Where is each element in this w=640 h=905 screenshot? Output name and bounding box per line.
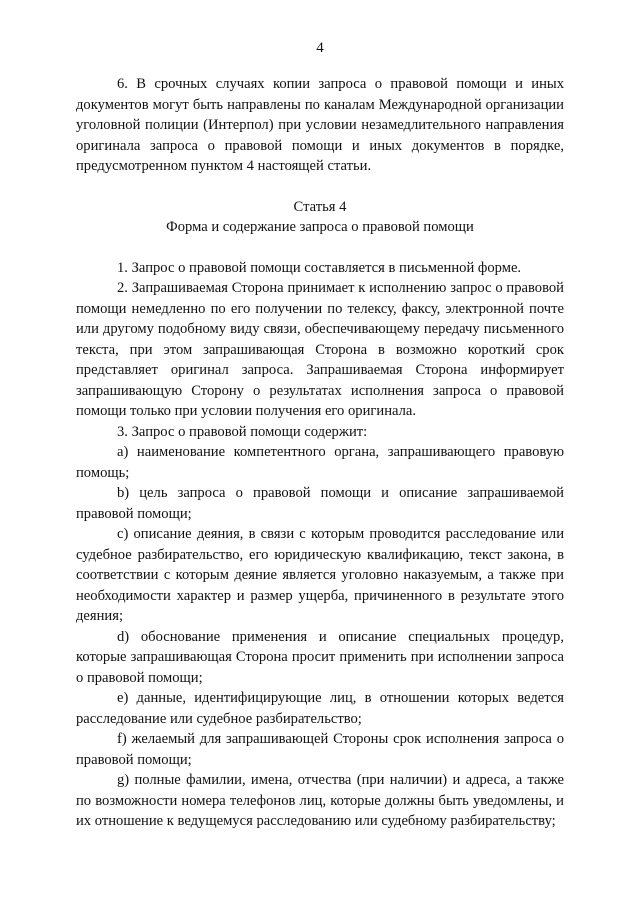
- document-body: [76, 74, 564, 832]
- paragraph-3: 3. Запрос о правовой помощи содержит:: [117, 423, 368, 440]
- paragraph-6: 6. В срочных случаях копии запроса о правовой помощи и иных документов могут быть направлены по каналам Международной организации уголовной полиции (Интерпол) при условии незамедлительного направления оригинала запроса о правовой помощи и иных документов в порядке, предусмотренном пунктом 4 настоящей статьи.: [76, 76, 564, 174]
- page-number: 4: [316, 40, 324, 56]
- item-g: g) полные фамилии, имена, отчества (при наличии) и адреса, а также по возможности номера телефонов лиц, которые должны быть уведомлены, и их отношение к ведущемуся расследованию или судебному разбирательству;: [76, 772, 564, 829]
- item-a: a) наименование компетентного органа, запрашивающего правовую помощь;: [76, 444, 564, 481]
- article-number: Статья 4: [293, 198, 347, 215]
- item-b: b) цель запроса о правовой помощи и описание запрашиваемой правовой помощи;: [76, 485, 564, 522]
- item-e: e) данные, идентифицирующие лиц, в отношении которых ведется расследование или судебное разбирательство;: [76, 690, 564, 727]
- item-c: c) описание деяния, в связи с которым проводится расследование или судебное разбирательство, его юридическую квалификацию, текст закона, в соответствии с которым деяние является уголовно наказуемым, а также при необходимости характер и размер ущерба, причиненного в результате этого деяния;: [76, 526, 564, 624]
- item-f: f) желаемый для запрашивающей Стороны срок исполнения запроса о правовой помощи;: [76, 731, 564, 768]
- paragraph-1: 1. Запрос о правовой помощи составляется в письменной форме.: [117, 259, 522, 276]
- article-title: Форма и содержание запроса о правовой помощи: [166, 219, 474, 235]
- item-d: d) обоснование применения и описание специальных процедур, которые запрашивающая Сторона просит применить при исполнении запроса о правовой помощи;: [76, 628, 564, 686]
- paragraph-2: 2. Запрашиваемая Сторона принимает к исполнению запрос о правовой помощи немедленно по его получении по телексу, факсу, электронной почте или другому подобному виду связи, обеспечивающему передачу письменного текста, при этом запрашивающая Сторона в возможно короткий срок представляет оригинал запроса. Запрашиваемая Сторона информирует запрашивающую Сторону о результатах исполнения запроса о правовой помощи только при условии получения его оригинала.: [76, 280, 564, 419]
